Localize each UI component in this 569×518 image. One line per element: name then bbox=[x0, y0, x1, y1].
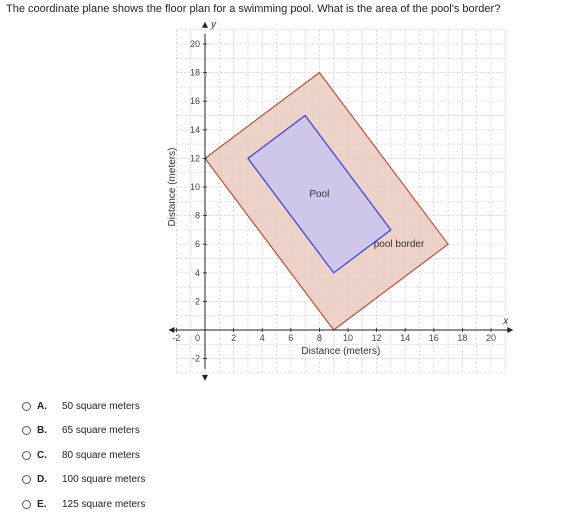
choice-b[interactable] bbox=[22, 419, 282, 444]
y-axis-arrow-up bbox=[202, 22, 208, 28]
choice-text: 65 square meters bbox=[62, 425, 140, 437]
x-variable-label: x bbox=[503, 316, 509, 327]
y-axis-label: Distance (meters) bbox=[166, 147, 178, 227]
choice-letter: D. bbox=[37, 474, 47, 486]
x-tick-label: 2 bbox=[231, 333, 237, 343]
y-tick-label: 18 bbox=[189, 67, 200, 78]
choice-c[interactable] bbox=[22, 443, 282, 468]
y-tick-label: 20 bbox=[189, 39, 200, 49]
y-tick-label: 14 bbox=[189, 124, 200, 135]
pool-border-label: pool border bbox=[373, 239, 425, 251]
y-tick-label: 4 bbox=[194, 267, 200, 278]
choice-letter: B. bbox=[37, 425, 47, 437]
y-axis-arrow-down bbox=[202, 375, 208, 381]
y-tick-label: 10 bbox=[189, 182, 200, 192]
choice-text: 50 square meters bbox=[62, 400, 140, 412]
y-tick-label: 12 bbox=[189, 153, 200, 164]
x-tick-label: 12 bbox=[371, 333, 382, 343]
y-tick-label: 6 bbox=[194, 239, 200, 250]
x-axis-arrow-right bbox=[507, 327, 513, 333]
origin-label: 0 bbox=[194, 333, 200, 343]
y-tick-label: 16 bbox=[189, 96, 200, 107]
x-tick-label: 10 bbox=[342, 333, 354, 343]
x-tick-label: 14 bbox=[400, 333, 411, 343]
choice-a[interactable] bbox=[22, 394, 282, 419]
x-tick-label: 4 bbox=[259, 333, 265, 343]
answer-choices bbox=[22, 394, 282, 517]
y-tick-label: -2 bbox=[191, 353, 200, 364]
x-tick-label: 20 bbox=[485, 333, 497, 343]
choice-text: 100 square meters bbox=[62, 474, 146, 486]
question-text: The coordinate plane shows the floor plan for a swimming pool. What is the area of the pool's border? bbox=[6, 3, 501, 15]
pool-label: Pool bbox=[309, 189, 330, 201]
choice-letter: C. bbox=[37, 449, 47, 461]
radio-button[interactable] bbox=[22, 402, 31, 411]
shapes bbox=[205, 73, 448, 330]
choice-text: 125 square meters bbox=[62, 498, 146, 510]
x-tick-label: -2 bbox=[172, 333, 181, 343]
x-axis-label: Distance (meters) bbox=[301, 346, 381, 357]
y-variable-label: y bbox=[211, 19, 216, 31]
radio-button[interactable] bbox=[22, 451, 31, 460]
x-tick-label: 18 bbox=[457, 333, 468, 343]
choice-d[interactable] bbox=[22, 468, 282, 493]
x-tick-label: 6 bbox=[288, 333, 294, 343]
y-tick-label: 8 bbox=[194, 210, 200, 221]
radio-button[interactable] bbox=[22, 475, 31, 484]
x-tick-label: 16 bbox=[428, 333, 439, 343]
choice-e[interactable] bbox=[22, 492, 282, 517]
radio-button[interactable] bbox=[22, 500, 31, 509]
coordinate-plane bbox=[166, 19, 520, 376]
graph-svg bbox=[166, 19, 520, 376]
y-tick-label: 2 bbox=[194, 296, 200, 307]
choice-letter: A. bbox=[37, 400, 47, 412]
choice-text: 80 square meters bbox=[62, 449, 140, 461]
x-tick-label: 8 bbox=[316, 333, 322, 343]
radio-button[interactable] bbox=[22, 426, 31, 435]
choice-letter: E. bbox=[37, 498, 47, 510]
